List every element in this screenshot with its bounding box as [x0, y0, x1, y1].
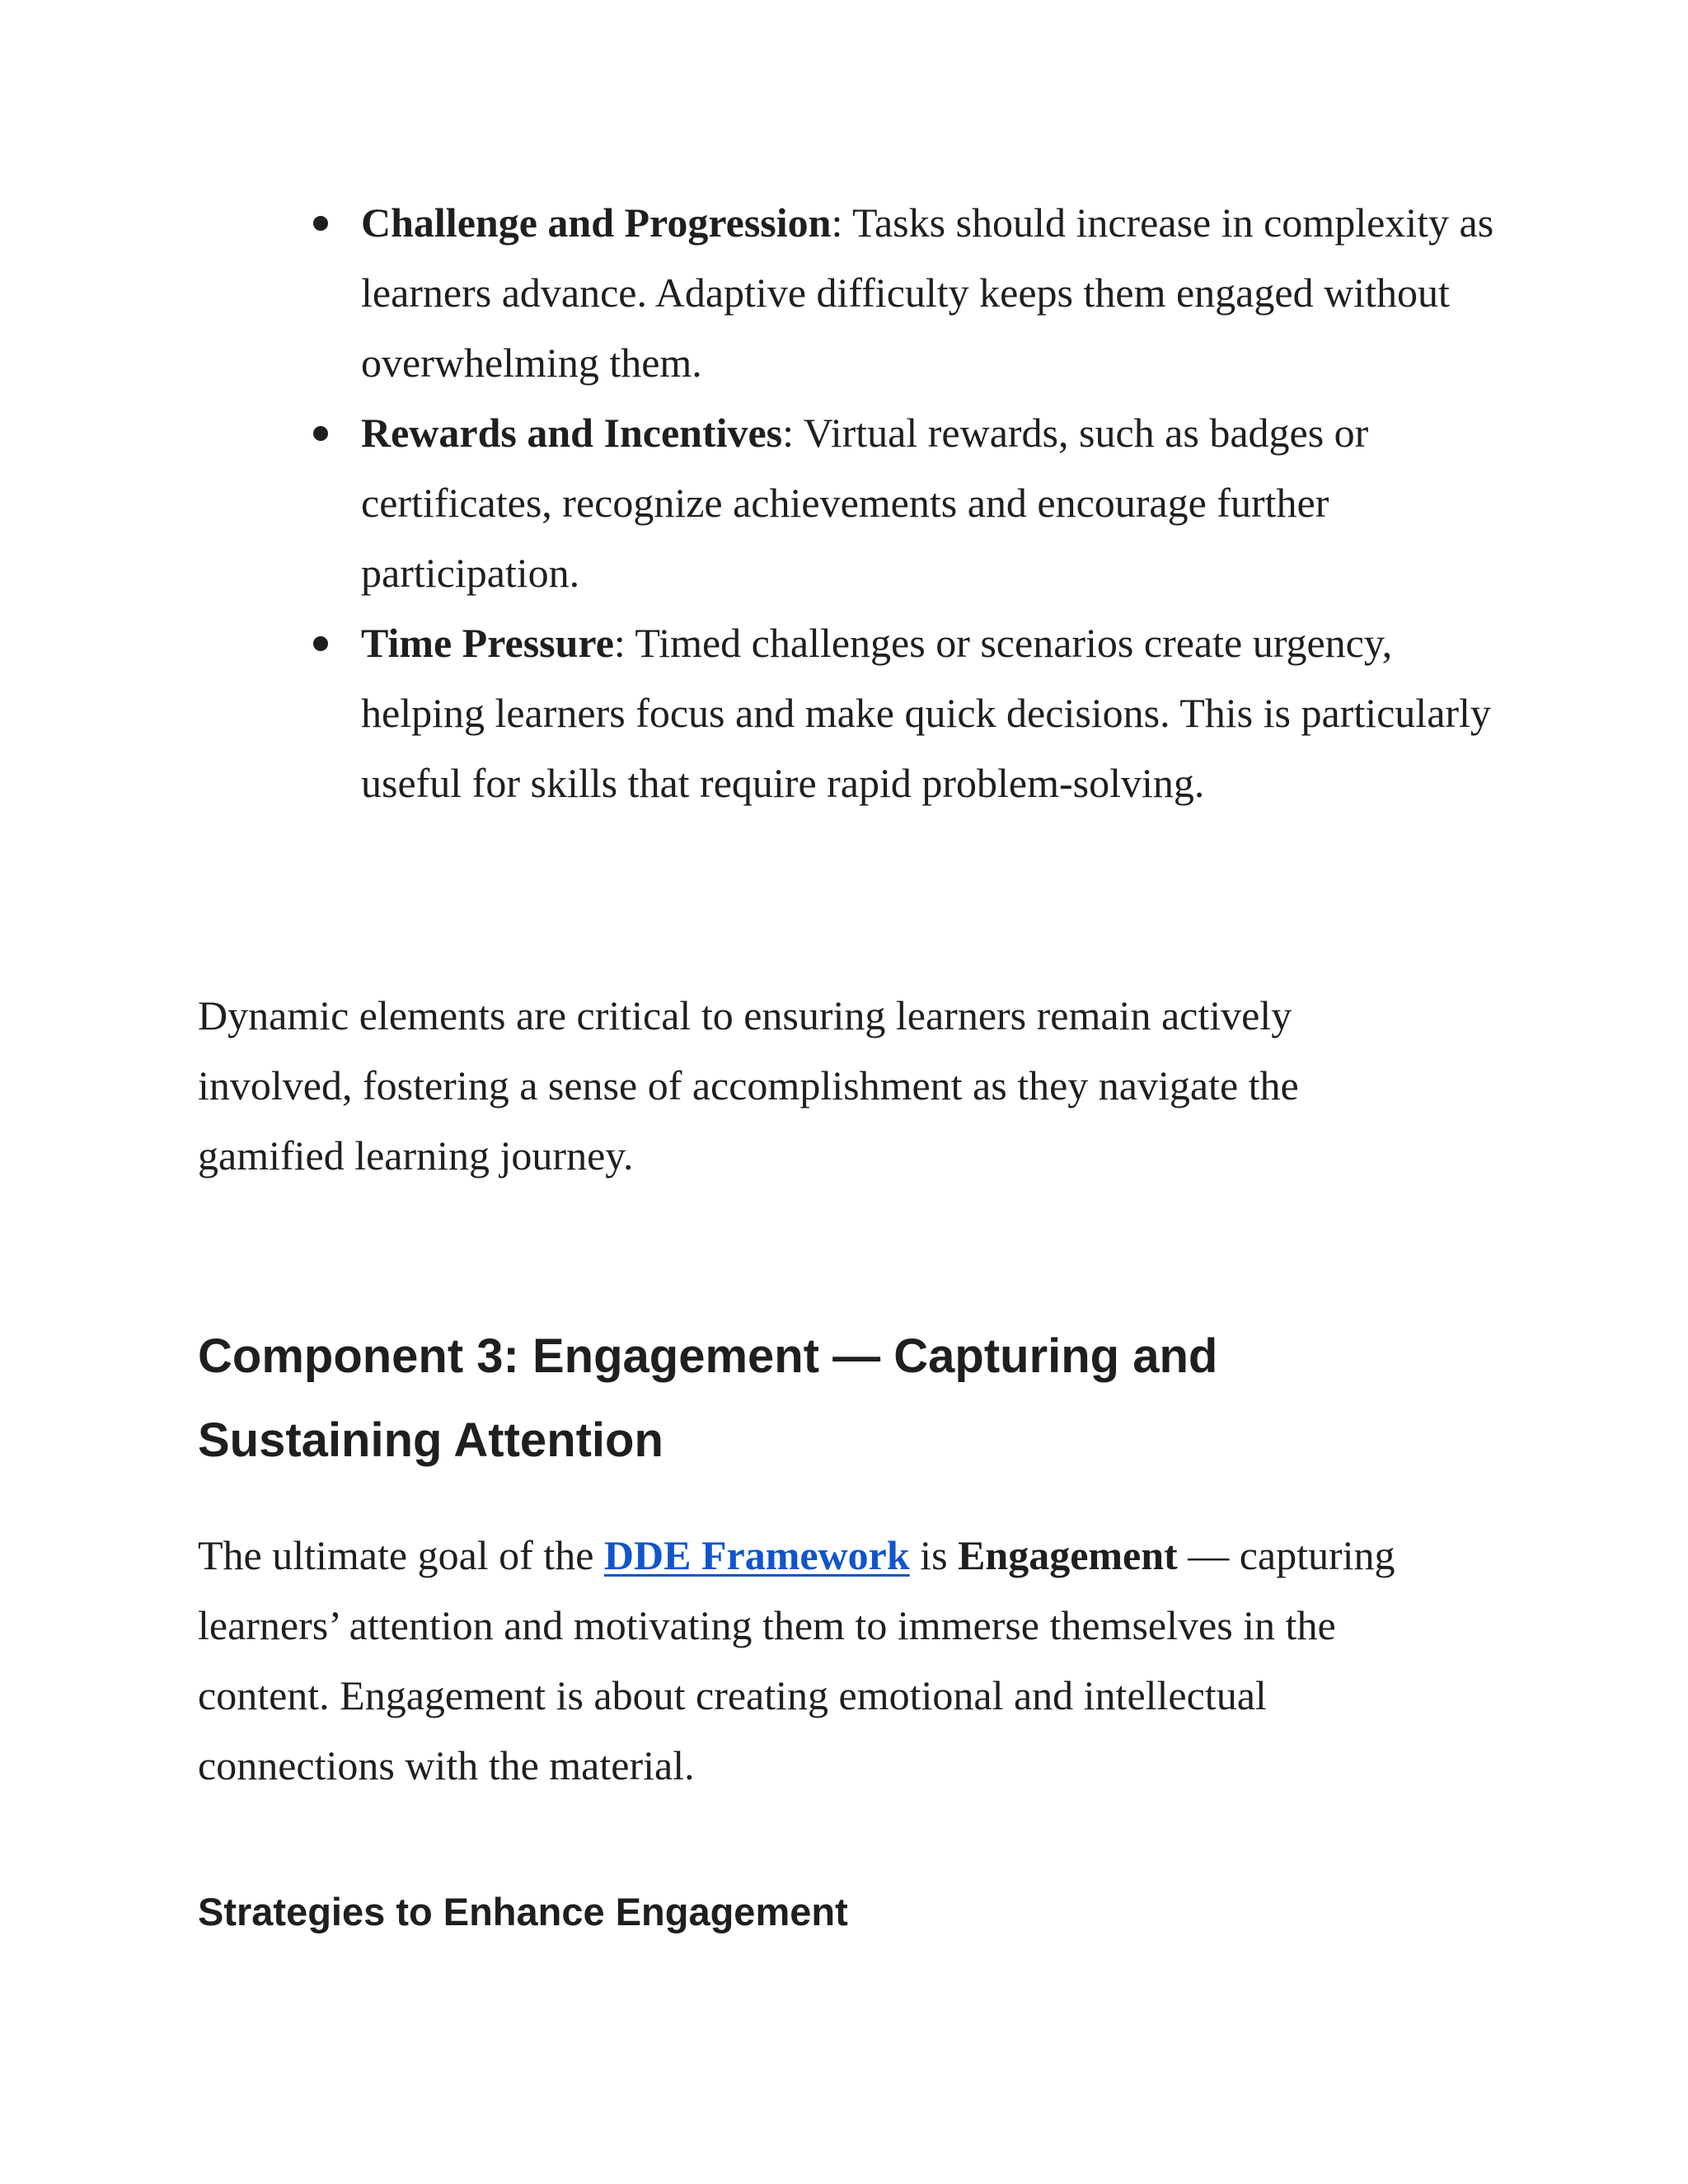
engagement-lead-text: The ultimate goal of the	[198, 1532, 604, 1578]
bullet-list	[313, 188, 1508, 818]
component-heading: Component 3: Engagement — Capturing and Sustaining Attention	[198, 1329, 1218, 1467]
engagement-emphasis: Engagement	[958, 1532, 1178, 1578]
bullet-text: Virtual rewards, such as badges or certificates, recognize achievements and encourage further participation.	[361, 410, 1369, 596]
engagement-connector-text: is	[909, 1532, 959, 1578]
list-item	[313, 398, 1508, 608]
engagement-paragraph	[198, 1521, 1451, 1801]
bullet-icon	[313, 426, 328, 441]
bullet-text: Tasks should increase in complexity as learners advance. Adaptive difficulty keeps them engaged without overwhelming them.	[361, 199, 1494, 386]
list-item	[313, 188, 1508, 398]
bullet-icon	[313, 216, 328, 231]
bullet-term: Challenge and Progression	[361, 199, 832, 246]
bullet-separator: :	[782, 410, 795, 456]
bullet-separator: :	[613, 620, 626, 666]
bullet-text: Timed challenges or scenarios create urgency, helping learners focus and make quick decisions. This is particularly useful for skills that require rapid problem-solving.	[361, 620, 1491, 806]
bullet-term: Rewards and Incentives	[361, 410, 783, 456]
bullet-separator: :	[831, 199, 843, 246]
strategies-heading: Strategies to Enhance Engagement	[198, 1890, 848, 1933]
bullet-term: Time Pressure	[361, 620, 614, 666]
dynamic-elements-paragraph: Dynamic elements are critical to ensuring learners remain actively involved, fostering a sense of accomplishment as they navigate the gamified learning journey.	[198, 992, 1299, 1179]
dde-framework-link[interactable]: DDE Framework	[603, 1532, 910, 1578]
list-item	[313, 608, 1508, 818]
bullet-icon	[313, 636, 328, 651]
engagement-rest-text: — capturing learners’ attention and motivating them to immerse themselves in the content. Engagement is about creating emotional and intellectual connections with the material.	[198, 1532, 1395, 1788]
